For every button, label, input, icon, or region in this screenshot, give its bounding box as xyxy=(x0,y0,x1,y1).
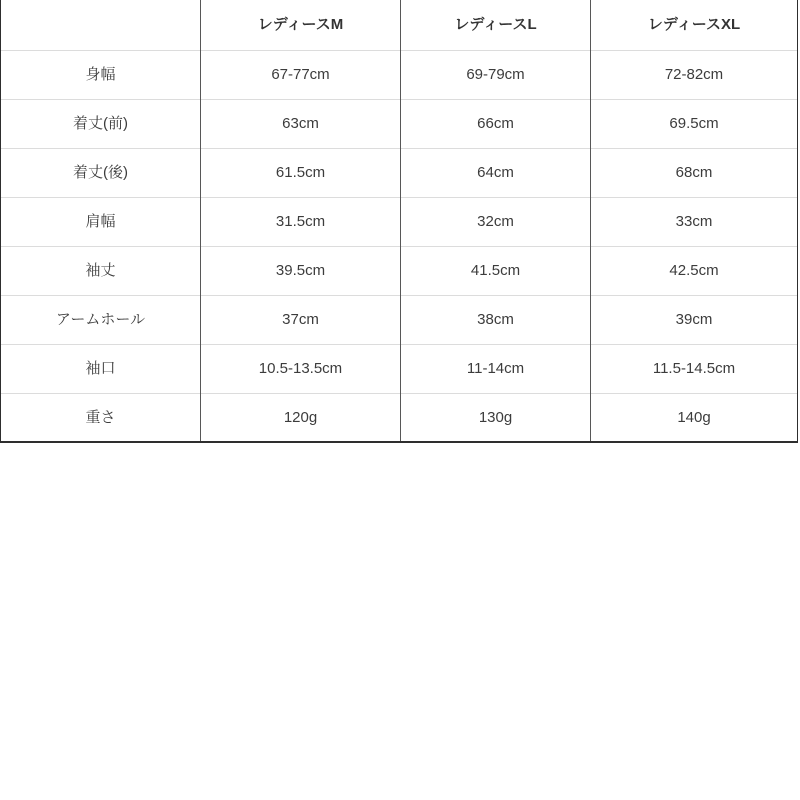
row-label: 重さ xyxy=(1,393,201,442)
cell: 42.5cm xyxy=(591,246,798,295)
row-label: 着丈(前) xyxy=(1,99,201,148)
cell: 38cm xyxy=(401,295,591,344)
cell: 33cm xyxy=(591,197,798,246)
column-header-ladies-xl: レディースXL xyxy=(591,0,798,50)
cell: 31.5cm xyxy=(201,197,401,246)
row-label: 着丈(後) xyxy=(1,148,201,197)
table-row-shoulder-width xyxy=(1,197,798,246)
cell: 140g xyxy=(591,393,798,442)
cell: 66cm xyxy=(401,99,591,148)
table-row-body-width xyxy=(1,50,798,99)
cell: 41.5cm xyxy=(401,246,591,295)
row-label: 袖丈 xyxy=(1,246,201,295)
cell: 64cm xyxy=(401,148,591,197)
cell: 72-82cm xyxy=(591,50,798,99)
cell: 32cm xyxy=(401,197,591,246)
cell: 130g xyxy=(401,393,591,442)
table-row-weight xyxy=(1,393,798,442)
cell: 67-77cm xyxy=(201,50,401,99)
cell: 39.5cm xyxy=(201,246,401,295)
header-row xyxy=(1,0,798,50)
cell: 120g xyxy=(201,393,401,442)
row-label: 袖口 xyxy=(1,344,201,393)
table-row-sleeve-length xyxy=(1,246,798,295)
table-row-cuff xyxy=(1,344,798,393)
column-header-ladies-m: レディースM xyxy=(201,0,401,50)
table-row-armhole xyxy=(1,295,798,344)
cell: 11.5-14.5cm xyxy=(591,344,798,393)
cell: 68cm xyxy=(591,148,798,197)
cell: 11-14cm xyxy=(401,344,591,393)
corner-cell xyxy=(1,0,201,50)
cell: 63cm xyxy=(201,99,401,148)
table-row-length-front xyxy=(1,99,798,148)
row-label: 肩幅 xyxy=(1,197,201,246)
cell: 39cm xyxy=(591,295,798,344)
cell: 69-79cm xyxy=(401,50,591,99)
table-row-length-back xyxy=(1,148,798,197)
cell: 61.5cm xyxy=(201,148,401,197)
column-header-ladies-l: レディースL xyxy=(401,0,591,50)
cell: 37cm xyxy=(201,295,401,344)
cell: 69.5cm xyxy=(591,99,798,148)
cell: 10.5-13.5cm xyxy=(201,344,401,393)
row-label: アームホール xyxy=(1,295,201,344)
row-label: 身幅 xyxy=(1,50,201,99)
